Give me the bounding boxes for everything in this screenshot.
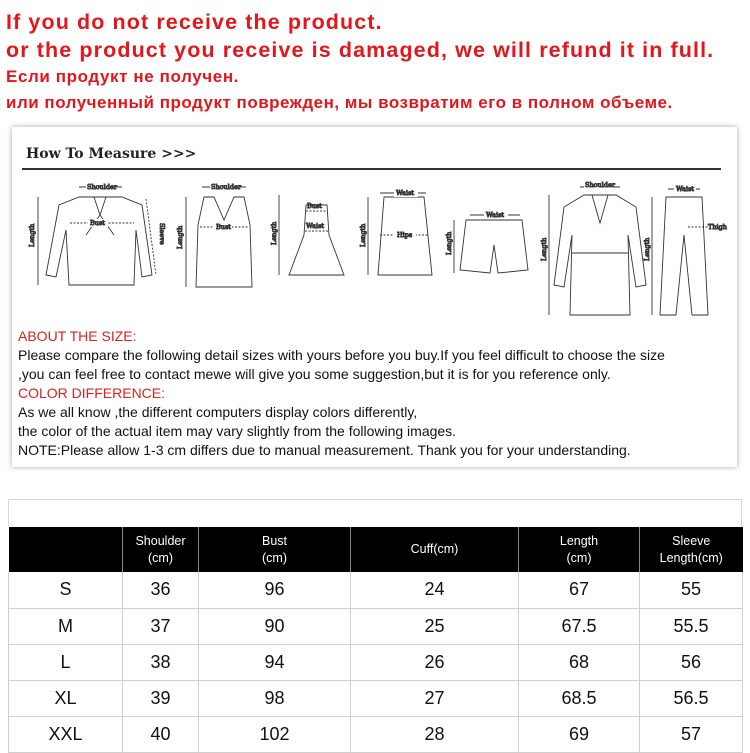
table-row <box>9 572 743 608</box>
size-cell: XL <box>9 680 123 716</box>
how-to-measure-card <box>12 127 737 467</box>
blouse-figure <box>28 183 166 285</box>
trousers-figure <box>643 185 727 315</box>
about-size-line-1: Please compare the following detail sizes with yours before you buy.If you feel difficult to choose the size <box>18 347 665 363</box>
cuff-cell: 27 <box>351 680 519 716</box>
label-waist: Waist <box>306 222 325 230</box>
cuff-cell: 26 <box>351 644 519 680</box>
length-cell: 68 <box>519 644 640 680</box>
label-bust: Bust <box>216 223 231 231</box>
notice-ru-line-2: или полученный продукт поврежден, мы возвратим его в полном объеме. <box>6 93 673 112</box>
garment-illustrations <box>24 175 727 325</box>
notice-en-line-1: If you do not receive the product. <box>6 10 383 34</box>
label-length: Length <box>359 223 367 247</box>
label-shoulder: Shoulder <box>87 183 117 191</box>
shoulder-cell: 39 <box>123 680 199 716</box>
sleeve-cell: 57 <box>640 716 743 752</box>
size-info <box>18 327 733 460</box>
shoulder-cell: 38 <box>123 644 199 680</box>
shoulder-cell: 36 <box>123 572 199 608</box>
shoulder-cell: 37 <box>123 608 199 644</box>
label-waist: Waist <box>486 211 505 219</box>
vest-figure <box>176 183 252 287</box>
header-length: Length (cm) <box>519 527 640 572</box>
header-shoulder: Shoulder (cm) <box>123 527 199 572</box>
cuff-cell: 28 <box>351 716 519 752</box>
bust-cell: 102 <box>199 716 351 752</box>
length-cell: 67.5 <box>519 608 640 644</box>
sleeve-cell: 55.5 <box>640 608 743 644</box>
bust-cell: 98 <box>199 680 351 716</box>
length-cell: 69 <box>519 716 640 752</box>
table-row <box>9 716 743 752</box>
cuff-cell: 25 <box>351 608 519 644</box>
label-waist: Waist <box>676 185 695 193</box>
how-to-measure-title: How To Measure >>> <box>26 146 197 162</box>
about-size-heading: ABOUT THE SIZE: <box>18 328 137 344</box>
header-cell <box>9 527 123 572</box>
size-cell: XXL <box>9 716 123 752</box>
measurement-note: NOTE:Please allow 1-3 cm differs due to manual measurement. Thank you for your understanding. <box>18 442 631 458</box>
shoulder-cell: 40 <box>123 716 199 752</box>
notice-en-line-2: or the product you receive is damaged, we will refund it in full. <box>6 38 715 62</box>
label-length: Length <box>540 237 548 261</box>
length-cell: 68.5 <box>519 680 640 716</box>
sleeve-cell: 56 <box>640 644 743 680</box>
color-difference-heading: COLOR DIFFERENCE: <box>18 385 166 401</box>
label-sleeve: Sleeve <box>158 223 166 245</box>
bust-cell: 96 <box>199 572 351 608</box>
length-cell: 67 <box>519 572 640 608</box>
label-length: Length <box>28 223 36 247</box>
header-cuff: Cuff(cm) <box>351 527 519 572</box>
title-divider <box>22 168 721 170</box>
label-length: Length <box>176 225 184 249</box>
shorts-figure <box>445 211 528 273</box>
table-row <box>9 680 743 716</box>
size-cell: L <box>9 644 123 680</box>
coat-figure <box>540 181 646 315</box>
notice-ru-line-1: Если продукт не получен. <box>6 67 240 86</box>
size-table <box>8 527 743 753</box>
dress-figure <box>270 195 344 275</box>
table-row <box>9 608 743 644</box>
header-bust: Bust (cm) <box>199 527 351 572</box>
size-cell: M <box>9 608 123 644</box>
color-line-2: the color of the actual item may vary slightly from the following images. <box>18 423 457 439</box>
size-table-top-bar <box>8 499 742 527</box>
size-cell: S <box>9 572 123 608</box>
sleeve-cell: 56.5 <box>640 680 743 716</box>
label-bust: Bust <box>90 219 105 227</box>
label-bust: Bust <box>307 202 322 210</box>
label-length: Length <box>270 221 278 245</box>
skirt-figure <box>359 189 432 275</box>
size-table-header <box>9 527 743 572</box>
label-thigh: Thigh <box>708 223 727 231</box>
label-length: Length <box>643 237 651 261</box>
bust-cell: 94 <box>199 644 351 680</box>
refund-notice <box>6 8 746 116</box>
label-shoulder: Shoulder <box>585 181 615 189</box>
table-row <box>9 644 743 680</box>
label-length: Length <box>445 231 453 255</box>
label-shoulder: Shoulder <box>211 183 241 191</box>
cuff-cell: 24 <box>351 572 519 608</box>
about-size-line-2: ,you can feel free to contact mewe will give you some suggestion,but it is for you reference only. <box>18 366 611 382</box>
measurement-figures <box>24 175 727 325</box>
label-hips: Hips <box>397 231 413 239</box>
color-line-1: As we all know ,the different computers display colors differently, <box>18 404 418 420</box>
header-sleeve-length: Sleeve Length(cm) <box>640 527 743 572</box>
bust-cell: 90 <box>199 608 351 644</box>
label-waist: Waist <box>396 189 415 197</box>
sleeve-cell: 55 <box>640 572 743 608</box>
